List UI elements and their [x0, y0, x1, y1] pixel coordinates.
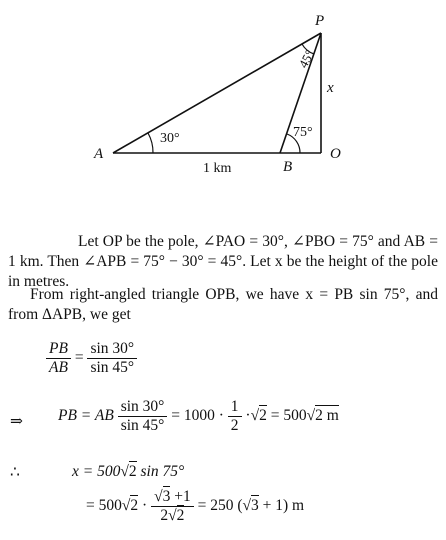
sqrt2-radicand: 2 [259, 407, 267, 425]
sqrt-sign: √ [168, 507, 177, 524]
sqrt-sign: √ [242, 497, 251, 515]
eq1-rhs-den: sin 45° [90, 359, 135, 376]
eq3-text: x = 500 [72, 463, 121, 480]
sqrt-sign: √ [154, 488, 163, 505]
sqrt3-radicand: 3 [162, 488, 171, 505]
equation-x [72, 463, 184, 481]
eq1-lhs-num: PB [46, 340, 71, 359]
eq1-lhs-den: AB [49, 359, 68, 376]
eq3-end: sin 75° [140, 463, 185, 480]
eq2-den: sin 45° [120, 417, 165, 434]
sqrt-sign: √ [306, 407, 316, 425]
label-A: A [94, 146, 104, 162]
label-AB: 1 km [203, 161, 232, 176]
eq2-pre: PB = AB [58, 407, 114, 425]
label-B: B [283, 159, 293, 175]
arc-angle-A [148, 133, 153, 153]
eq4-num-tail: +1 [170, 488, 191, 505]
eq1-rhs-num: sin 30° [87, 340, 137, 359]
eq4-pre: = 500 [86, 497, 122, 515]
half-num: 1 [228, 398, 242, 417]
eq2-mid: = 1000 · [171, 407, 224, 425]
label-angle-P: 45° [295, 47, 318, 71]
label-O: O [330, 146, 341, 162]
paragraph-setup: Let OP be the pole, ∠PAO = 30°, ∠PBO = 75° and AB = 1 km. Then ∠APB = 75° − 30° = 45°. Let x be the height of the pole in metres. [8, 233, 438, 290]
sqrt-sign: √ [120, 463, 129, 480]
eq3-rad: 2 [128, 463, 137, 480]
therefore-sign: ∴ [10, 464, 20, 481]
paragraph-triangle: From right-angled triangle OPB, we have x = PB sin 75°, and from ΔAPB, we get [8, 286, 438, 323]
sqrt-sign: √ [250, 407, 260, 425]
equation-PB [58, 398, 339, 435]
eq2-dot: · [245, 407, 251, 425]
eq4-mid: = 250 ( [197, 497, 243, 515]
equation-ratio: $\frac{PB}{AB}$ = $\frac{\sin 30^\circ}{\sin 45^\circ}$ [46, 340, 137, 377]
eq4-end: + 1) m [258, 497, 305, 515]
eq2-unit: 2 m [315, 407, 339, 425]
sqrt2-radicand: 2 [130, 497, 139, 515]
eq4-den-pre: 2 [160, 507, 169, 524]
label-P: P [315, 13, 325, 29]
sqrt3-radicand: 3 [251, 497, 259, 515]
equation-result: = 500√2 · $\frac{√3 +1}{2√2}$ = 250 (√3 + 1) m [86, 488, 305, 524]
eq2-end: = 500 [270, 407, 307, 425]
label-angle-A: 30° [160, 131, 180, 146]
sqrt2-radicand: 2 [176, 507, 185, 524]
implies-sign: ⇒ [10, 413, 23, 430]
label-x: x [327, 80, 334, 96]
label-angle-B: 75° [293, 125, 313, 140]
half-den: 2 [230, 417, 239, 434]
triangle-diagram [0, 0, 446, 190]
eq2-num: sin 30° [118, 398, 168, 417]
sqrt-sign: √ [121, 497, 131, 515]
